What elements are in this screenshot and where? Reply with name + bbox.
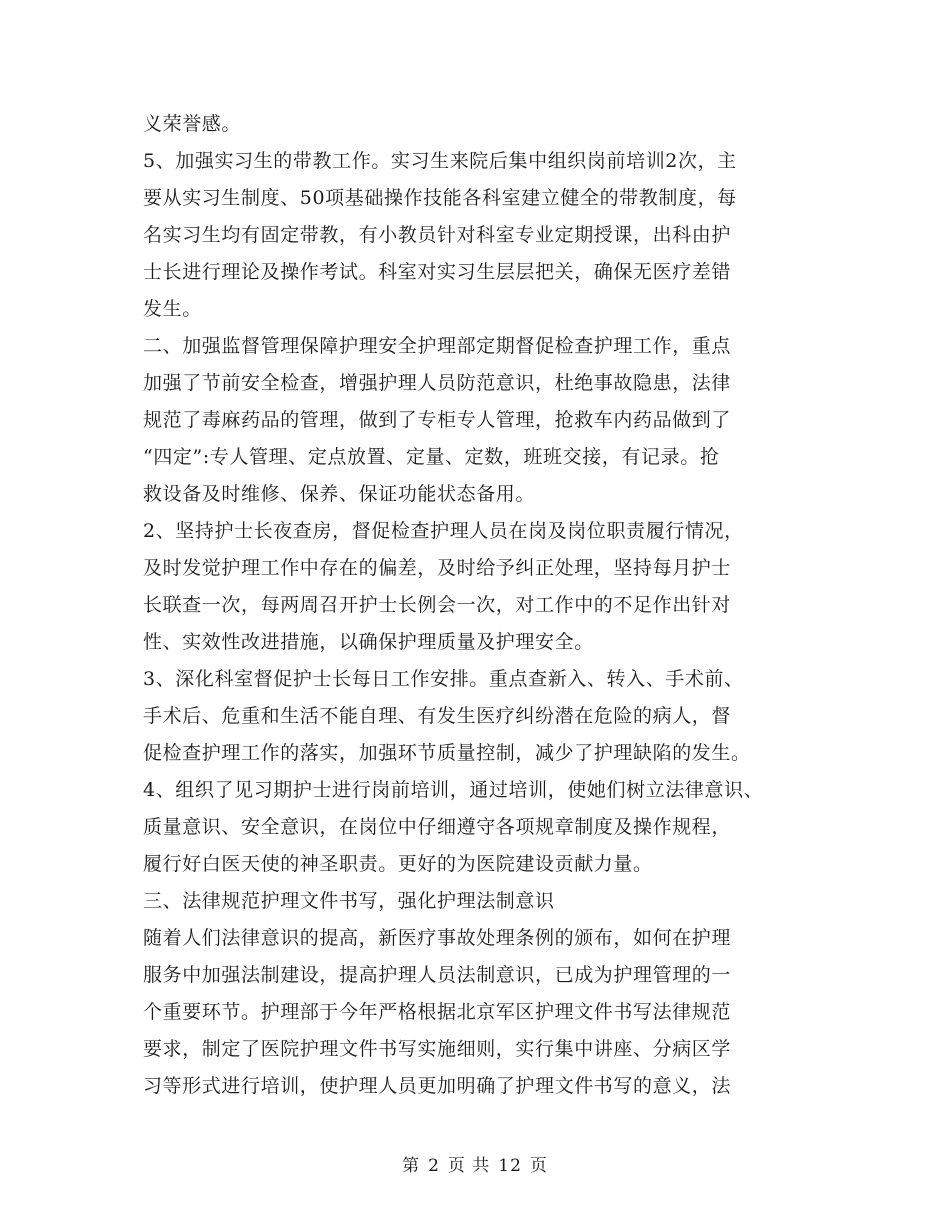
text-line: 个重要环节。护理部于今年严格根据北京军区护理文件书写法律规范 — [143, 1001, 732, 1023]
text-line: 加强了节前安全检查，增强护理人员防范意识，杜绝事故隐患，法律 — [143, 372, 732, 394]
text-line: 性、实效性改进措施，以确保护理质量及护理安全。 — [143, 631, 594, 653]
text-line: 促检查护理工作的落实，加强环节质量控制，减少了护理缺陷的发生。 — [143, 742, 751, 764]
text-line: 规范了毒麻药品的管理，做到了专柜专人管理，抢救车内药品做到了 — [143, 409, 732, 431]
footer-prefix: 第 — [402, 1156, 421, 1176]
section-heading: 三、法律规范护理文件书写，强化护理法制意识 — [143, 890, 555, 912]
total-pages: 12 — [498, 1156, 522, 1176]
text-line: 随着人们法律意识的提高，新医疗事故处理条例的颁布，如何在护理 — [143, 927, 732, 949]
text-line: 士长进行理论及操作考试。科室对实习生层层把关，确保无医疗差错 — [143, 261, 732, 283]
footer-middle: 页 共 — [447, 1156, 491, 1176]
text-line: 3、深化科室督促护士长每日工作安排。重点查新入、转入、手术前、 — [143, 668, 744, 690]
text-line: 4、组织了见习期护士进行岗前培训，通过培训，使她们树立法律意识、 — [143, 779, 764, 801]
section-heading: 二、加强监督管理保障护理安全护理部定期督促检查护理工作，重点 — [143, 335, 732, 357]
text-line: 要求，制定了医院护理文件书写实施细则，实行集中讲座、分病区学 — [143, 1038, 732, 1060]
text-line: 质量意识、安全意识，在岗位中仔细遵守各项规章制度及操作规程， — [143, 816, 732, 838]
page-number: 2 — [428, 1156, 440, 1176]
text-line: 及时发觉护理工作中存在的偏差，及时给予纠正处理，坚持每月护士 — [143, 557, 732, 579]
text-line: 习等形式进行培训，使护理人员更加明确了护理文件书写的意义，法 — [143, 1075, 732, 1097]
body-text — [143, 106, 833, 1105]
text-line: 发生。 — [143, 298, 202, 320]
footer-suffix: 页 — [529, 1156, 548, 1176]
text-line: 义荣誉感。 — [143, 113, 242, 135]
text-line: 长联查一次，每两周召开护士长例会一次，对工作中的不足作出针对 — [143, 594, 732, 616]
text-line: 服务中加强法制建设，提高护理人员法制意识，已成为护理管理的一 — [143, 964, 732, 986]
text-line: 手术后、危重和生活不能自理、有发生医疗纠纷潜在危险的病人，督 — [143, 705, 732, 727]
text-line: “四定”:专人管理、定点放置、定量、定数，班班交接，有记录。抢 — [143, 446, 720, 468]
text-line: 名实习生均有固定带教，有小教员针对科室专业定期授课，出科由护 — [143, 224, 732, 246]
text-line: 救设备及时维修、保养、保证功能状态备用。 — [143, 483, 536, 505]
text-line: 要从实习生制度、50项基础操作技能各科室建立健全的带教制度，每 — [143, 187, 737, 209]
text-line: 2、坚持护士长夜查房，督促检查护理人员在岗及岗位职责履行情况， — [143, 520, 744, 542]
text-line: 5、加强实习生的带教工作。实习生来院后集中组织岗前培训2次，主 — [143, 150, 737, 172]
page-footer — [0, 1151, 950, 1176]
text-line: 履行好白医天使的神圣职责。更好的为医院建设贡献力量。 — [143, 853, 653, 875]
